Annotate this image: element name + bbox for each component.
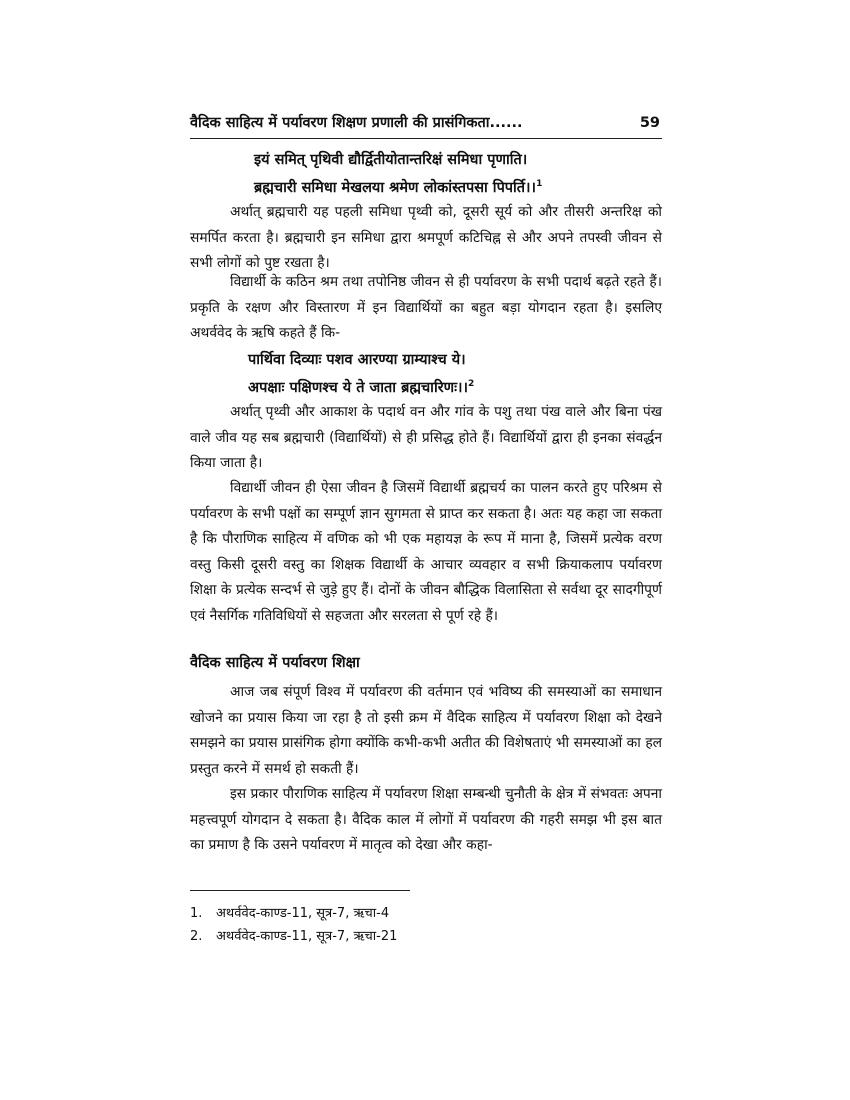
footnote-text: अथर्ववेद-काण्ड-11, सूत्र-7, ऋचा-21 bbox=[216, 929, 398, 944]
paragraph-1: अर्थात् ब्रह्मचारी यह पहली समिधा पृथ्वी को, दूसरी सूर्य को और तीसरी अन्तरिक्ष को समर्पित करता है। ब्रह्मचारी इन समिधा द्वारा श्रमपूर्ण कटिचिह्न से और अपने तपस्वी जीवन से सभी लोगों को पुष्ट रखता है। bbox=[190, 204, 662, 271]
header-divider bbox=[190, 138, 662, 139]
footnote-item bbox=[190, 902, 662, 925]
sanskrit-verse-2 bbox=[190, 346, 662, 402]
verse-1-line-2-text: ब्रह्मचारी समिधा मेखलया श्रमेण लोकांस्तपसा पिपर्ति।। bbox=[254, 180, 537, 196]
running-header-title: वैदिक साहित्य में पर्यावरण शिक्षण प्रणाली की प्रासंगिकता...... bbox=[190, 115, 523, 131]
paragraph-2: विद्यार्थी के कठिन श्रम तथा तपोनिष्ठ जीवन से ही पर्यावरण के सभी पदार्थ बढ़ते रहते हैं। प्रकृति के रक्षण और विस्तारण में इन विद्यार्थियों का बहुत बड़ा योगदान रहता है। इसलिए अथर्ववेद के ऋषि कहते हैं कि- bbox=[190, 274, 662, 341]
footnote-item bbox=[190, 925, 662, 948]
footnote-ref-1: 1 bbox=[536, 179, 543, 190]
verse-1-line-2 bbox=[190, 174, 662, 202]
footnotes bbox=[190, 902, 662, 948]
paragraph-6: इस प्रकार पौराणिक साहित्य में पर्यावरण शिक्षा सम्बन्धी चुनौती के क्षेत्र में संभवतः अपना महत्त्वपूर्ण योगदान दे सकता है। वैदिक काल में लोगों में पर्यावरण की गहरी समझ भी इस बात का प्रमाण है कि उसने पर्यावरण में मातृत्व को देखा और कहा- bbox=[190, 786, 662, 853]
paragraph-5: आज जब संपूर्ण विश्व में पर्यावरण की वर्तमान एवं भविष्य की समस्याओं का समाधान खोजने का प्रयास किया जा रहा है तो इसी क्रम में वैदिक साहित्य में पर्यावरण शिक्षा को देखने समझने का प्रयास प्रासंगिक होगा क्योंकि कभी-कभी अतीत की विशेषताएं भी समस्याओं का हल प्रस्तुत करने में समर्थ हो सकती हैं। bbox=[190, 684, 662, 777]
footnote-ref-2: 2 bbox=[468, 379, 475, 390]
paragraph-4: विद्यार्थी जीवन ही ऐसा जीवन है जिसमें विद्यार्थी ब्रह्मचर्य का पालन करते हुए परिश्रम से पर्यावरण के सभी पक्षों का सम्पूर्ण ज्ञान सुगमता से प्राप्त कर सकता है। अतः यह कहा जा सकता है कि पौराणिक साहित्य में वणिक को भी एक महायज्ञ के रूप में माना है, जिसमें प्रत्येक वरण वस्तु किसी दूसरी वस्तु का शिक्षक विद्यार्थी के आचार व्यवहार व सभी क्रियाकलाप पर्यावरण शिक्षा के प्रत्येक सन्दर्भ से जुड़े हुए हैं। दोनों के जीवन बौद्धिक विलासिता से सर्वथा दूर सादगीपूर्ण एवं नैसर्गिक गतिविधियों से सहजता और सरलता से पूर्ण रहे हैं। bbox=[190, 480, 662, 624]
footnote-text: अथर्ववेद-काण्ड-11, सूत्र-7, ऋचा-4 bbox=[216, 906, 390, 921]
paragraph-3: अर्थात् पृथ्वी और आकाश के पदार्थ वन और गांव के पशु तथा पंख वाले और बिना पंख वाले जीव यह सब ब्रह्मचारी (विद्यार्थियों) से ही प्रसिद्ध होते हैं। विद्यार्थियों द्वारा ही इनका संवर्द्धन किया जाता है। bbox=[190, 404, 662, 471]
footnote-number: 2. bbox=[190, 929, 203, 944]
sanskrit-verse-1 bbox=[190, 146, 662, 202]
verse-2-line-1: पार्थिवा दिव्याः पशव आरण्या ग्राम्याश्च ये। bbox=[248, 352, 466, 368]
footnote-number: 1. bbox=[190, 906, 203, 921]
footnote-divider bbox=[190, 890, 410, 891]
page-number: 59 bbox=[639, 115, 660, 131]
running-header bbox=[190, 112, 660, 132]
section-heading: वैदिक साहित्य में पर्यावरण शिक्षा bbox=[190, 655, 360, 671]
verse-1-line-1: इयं समित् पृथिवी द्यौर्द्वितीयोतान्तरिक्षं समिधा पृणाति। bbox=[254, 152, 528, 168]
verse-2-line-2-text: अपक्षाः पक्षिणश्च ये ते जाता ब्रह्मचारिणः।। bbox=[248, 380, 469, 396]
verse-2-line-2 bbox=[190, 374, 662, 402]
